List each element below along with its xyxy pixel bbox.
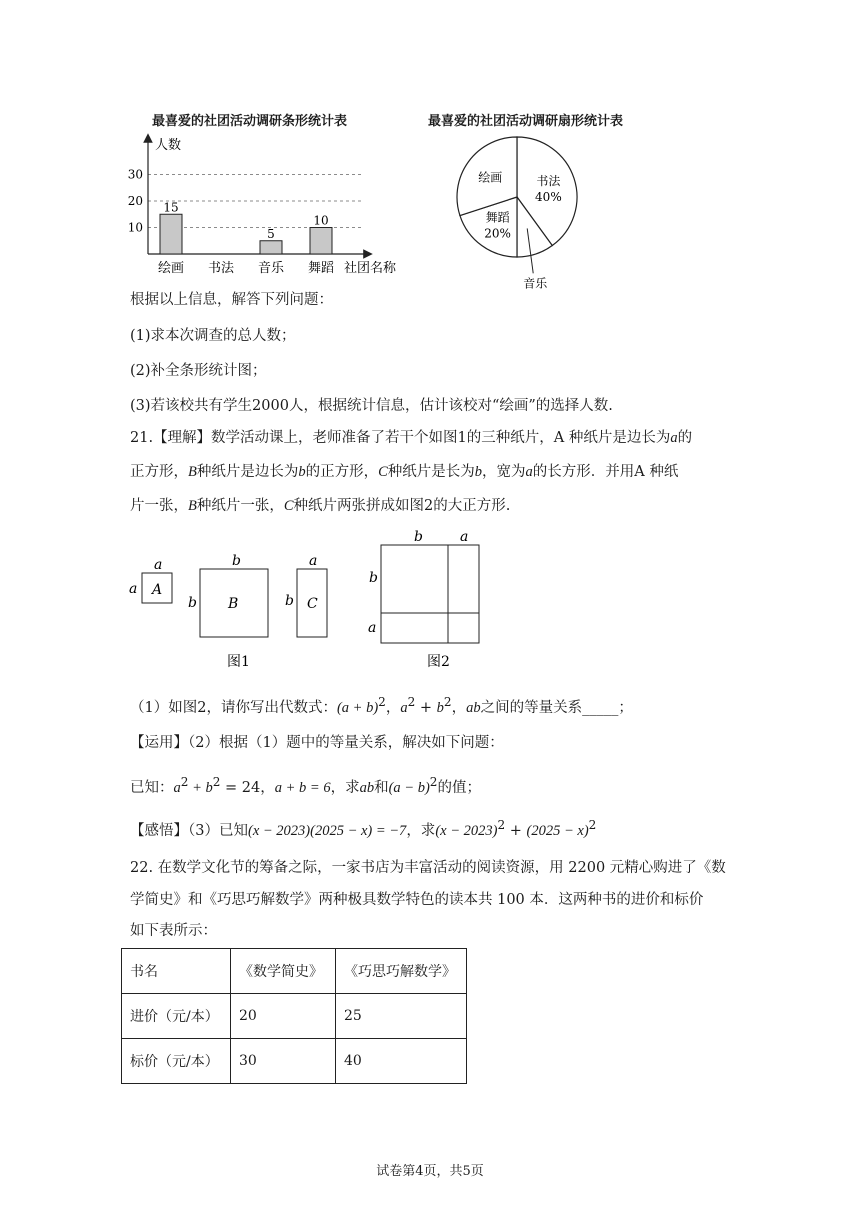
book-price-table <box>121 948 467 1084</box>
x-tick-label: 绘画 <box>157 261 185 276</box>
y-tick-label: 30 <box>127 167 143 182</box>
q22-line2: 学简史》和《巧思巧解数学》两种极具数学特色的读本共 100 本．这两种书的进价和标价 <box>130 892 704 908</box>
svg-text:a: a <box>154 557 163 573</box>
svg-text:A: A <box>152 582 163 598</box>
bar <box>310 228 332 255</box>
svg-text:B: B <box>228 596 239 612</box>
table-row <box>122 1039 467 1084</box>
x-tick-label: 舞蹈 <box>307 261 335 276</box>
pie-chart-title: 最喜爱的社团活动调研扇形统计表 <box>428 114 624 129</box>
table-cell: 书名 <box>122 949 231 994</box>
bar <box>160 214 182 254</box>
q20-part1: (1)求本次调查的总人数； <box>130 328 296 344</box>
x-axis-label: 社团名称 <box>344 261 397 276</box>
table-cell: 进价（元/本） <box>122 994 231 1039</box>
fig2-caption: 图2 <box>427 654 450 670</box>
page-footer: 试卷第4页，共5页 <box>376 1164 484 1179</box>
svg-text:b: b <box>188 595 197 611</box>
q20-intro: 根据以上信息，解答下列问题： <box>130 292 333 308</box>
q21-sub1: （1）如图2，请你写出代数式：$(a + b)^2$，$a^2 + b^2$，ab之间的等量关系_____； <box>130 695 633 716</box>
table-row <box>122 994 467 1039</box>
bar-value-label: 5 <box>267 226 275 241</box>
q21-insight: 【感悟】（3）已知(x − 2023)(2025 − x) = −7，求$(x - 2023)^2 + (2025 - x)^2$ <box>130 818 597 839</box>
table-header-row <box>122 949 467 994</box>
figure-paper-pieces <box>120 525 490 675</box>
q20-part2: (2)补全条形统计图； <box>130 363 267 379</box>
bar-chart-title: 最喜爱的社团活动调研条形统计表 <box>152 114 348 129</box>
table-cell: 30 <box>231 1039 336 1084</box>
q21-line2: 正方形，B种纸片是边长为b的正方形，C种纸片是长为b，宽为a的长方形．并用A 种纸 <box>130 464 679 480</box>
big-square <box>381 545 479 643</box>
table-cell: 《数学简史》 <box>231 949 336 994</box>
q22-line1: 22. 在数学文化节的筹备之际，一家书店为丰富活动的阅读资源，用 2200 元精心购进了《数 <box>130 860 726 876</box>
bar-value-label: 15 <box>163 200 179 215</box>
table-cell: 40 <box>336 1039 467 1084</box>
table-cell: 标价（元/本） <box>122 1039 231 1084</box>
svg-text:a: a <box>460 529 469 545</box>
y-tick-label: 20 <box>127 194 143 208</box>
pie-slice-label: 舞蹈 <box>485 210 510 225</box>
q20-part3: (3)若该校共有学生2000人，根据统计信息，估计该校对“绘画”的选择人数. <box>130 398 613 414</box>
q22-line3: 如下表所示： <box>130 923 217 939</box>
svg-text:b: b <box>369 570 378 586</box>
table-cell: 《巧思巧解数学》 <box>336 949 467 994</box>
x-tick-label: 书法 <box>207 261 235 276</box>
svg-text:b: b <box>414 529 423 545</box>
x-tick-label: 音乐 <box>257 261 285 276</box>
bar <box>260 241 282 254</box>
y-tick-label: 10 <box>127 220 143 235</box>
svg-text:C: C <box>307 596 318 612</box>
svg-text:b: b <box>232 553 241 569</box>
bar-value-label: 10 <box>313 213 329 228</box>
table-cell: 25 <box>336 994 467 1039</box>
y-axis-label: 人数 <box>155 138 182 153</box>
pie-slice-label: 书法 <box>536 173 561 188</box>
pie-slice-label: 音乐 <box>523 276 548 291</box>
svg-text:a: a <box>129 581 138 597</box>
q21-line1: 21.【理解】数学活动课上，老师准备了若干个如图1的三种纸片，A 种纸片是边长为a的 <box>130 430 693 446</box>
pie-chart <box>440 132 600 291</box>
pie-percent-label: 40% <box>535 189 562 204</box>
q21-known: 已知：$a^2 + b^2 = 24$，a + b = 6，求ab和$(a - b)^2$的值； <box>130 775 481 796</box>
pie-percent-label: 20% <box>484 226 511 241</box>
svg-text:a: a <box>368 620 377 636</box>
q21-line3: 片一张，B种纸片一张，C种纸片两张拼成如图2的大正方形. <box>130 498 511 514</box>
q21-apply: 【运用】（2）根据（1）题中的等量关系，解决如下问题： <box>130 735 504 751</box>
pie-slice-label: 绘画 <box>478 170 503 185</box>
svg-text:a: a <box>309 553 318 569</box>
svg-text:b: b <box>285 593 294 609</box>
table-cell: 20 <box>231 994 336 1039</box>
bar-chart <box>118 132 418 280</box>
fig1-caption: 图1 <box>227 654 250 670</box>
